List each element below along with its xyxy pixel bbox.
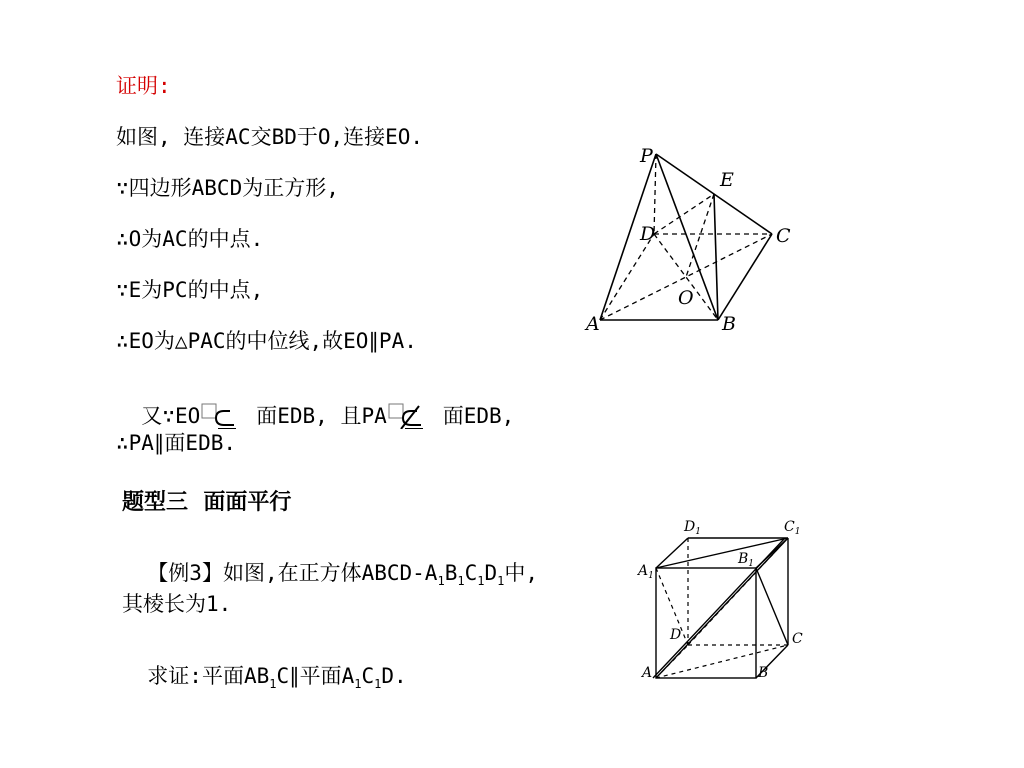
edge-PD [654, 154, 656, 234]
proof-line-4: ∵E为PC的中点, [116, 278, 264, 302]
edge-BE [714, 194, 718, 320]
example-line-1-suffix: 中, [504, 561, 539, 585]
proof-line-6-part-c: 面EDB, [442, 404, 515, 428]
cube-figure [630, 515, 820, 685]
label-D1: $D_1$ [684, 519, 701, 537]
label-C1: $C_1$ [784, 519, 801, 537]
example-line-3 [122, 645, 407, 690]
section-title: 题型三 面面平行 [122, 489, 292, 515]
example-line-1-prefix: 【例3】如图,在正方体ABCD-A [147, 561, 438, 585]
label-P: P [640, 145, 653, 167]
example-c1: C [361, 664, 375, 688]
not-subset-symbol [387, 403, 443, 429]
label-D: D [640, 223, 656, 245]
example-line-1 [122, 542, 538, 587]
label-B: B [722, 313, 736, 335]
example-line-3-suffix: D. [381, 664, 407, 688]
subscript: 1 [477, 574, 485, 589]
proof-line-1: 如图, 连接AC交BD于O,连接EO. [116, 125, 424, 149]
diag-A1C1 [656, 538, 788, 568]
label-A1: $A_1$ [638, 563, 654, 581]
label-C: C [792, 631, 803, 647]
subscript: 1 [457, 574, 465, 589]
label-A: A [586, 313, 600, 335]
label-O: O [678, 287, 694, 309]
subscript: 1 [269, 677, 277, 692]
label-A: A [642, 665, 653, 681]
subscript: 1 [354, 677, 362, 692]
example-d: D [484, 561, 498, 585]
proof-line-2: ∵四边形ABCD为正方形, [116, 176, 339, 200]
label-B1: $B_1$ [738, 551, 755, 569]
proof-line-6-part-b: 面EDB, 且PA [256, 404, 387, 428]
segment-EO [686, 194, 714, 277]
proof-label: 证明: [116, 74, 171, 98]
label-C: C [776, 225, 791, 247]
diag-B1C [756, 568, 788, 645]
proof-line-3: ∴O为AC的中点. [116, 227, 264, 251]
proof-line-6 [116, 382, 514, 429]
example-line-2: 其棱长为1. [122, 592, 232, 616]
subscript: 1 [374, 677, 382, 692]
pyramid-figure [580, 140, 800, 340]
proof-line-7: ∴PA∥面EDB. [116, 431, 237, 455]
example-line-3-prefix: 求证:平面AB [147, 664, 270, 688]
proof-line-6-part-a: 又∵EO [141, 404, 201, 428]
subscript: 1 [437, 574, 445, 589]
edge-A1D1 [656, 538, 688, 568]
subset-symbol [200, 403, 256, 429]
example-c: C [464, 561, 478, 585]
example-b: B [444, 561, 458, 585]
label-D: D [670, 627, 682, 643]
subscript: 1 [497, 574, 505, 589]
proof-line-5: ∴EO为△PAC的中位线,故EO∥PA. [116, 329, 417, 353]
example-line-3-mid: C∥平面A [276, 664, 355, 688]
label-B: B [758, 665, 769, 681]
label-E: E [720, 169, 734, 191]
